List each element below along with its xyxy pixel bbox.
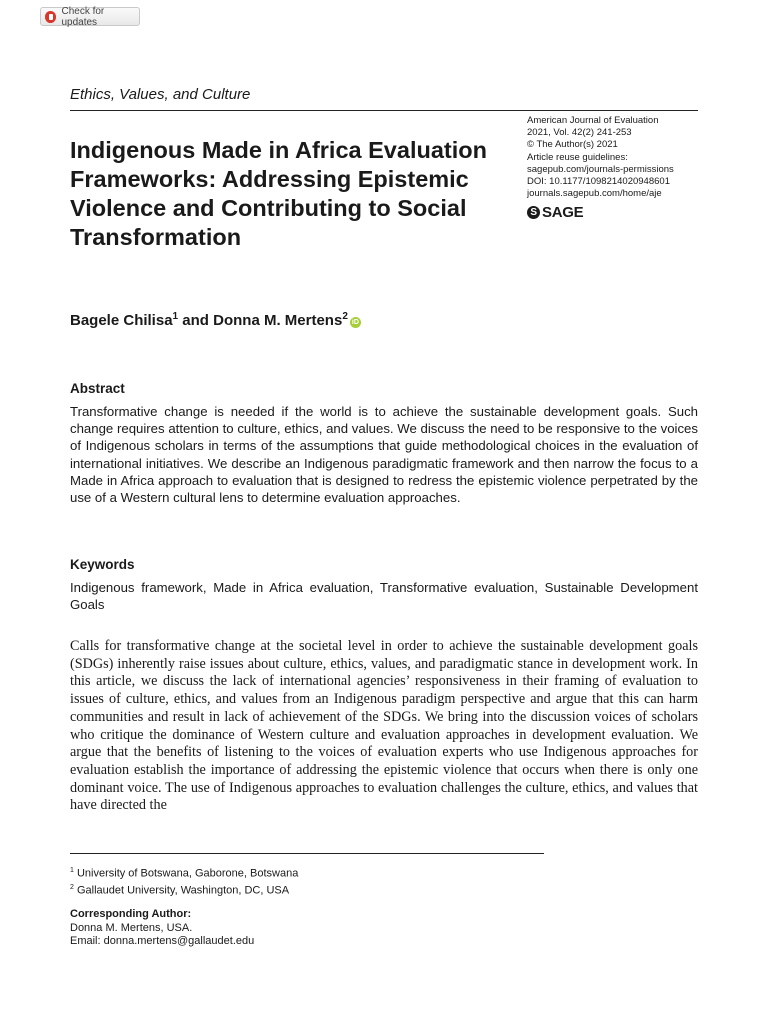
footnote-rule <box>70 853 544 854</box>
abstract-text: Transformative change is needed if the world is to achieve the sustainable development goals. Such change requires attention to culture, ethics, and values. We discuss the need to be responsive to the voices of Indigenous scholars in terms of the assumptions that guide methodological choices in the evaluation of international initiatives. We describe an Indigenous paradigmatic framework and then narrow the focus to a Made in Africa approach to evaluation that is designed to redress the epistemic violence perpetrated by the use of a Western cultural lens to determine evaluation approaches. <box>70 404 698 506</box>
journal-reuse: Article reuse guidelines: <box>527 151 628 163</box>
check-for-updates-button[interactable] <box>40 7 140 26</box>
footnote-text: Gallaudet University, Washington, DC, USA <box>76 884 290 897</box>
footnote-text: University of Botswana, Gaborone, Botswana <box>76 867 299 880</box>
footnote-number: 2 <box>70 883 74 891</box>
affiliation-marker: 2 <box>342 311 348 322</box>
doi-link[interactable]: DOI: 10.1177/1098214020948601 <box>527 176 670 188</box>
affiliation-marker: 1 <box>172 311 179 322</box>
corresponding-author <box>70 908 254 949</box>
footnote <box>70 864 298 881</box>
journal-name: American Journal of Evaluation <box>527 115 659 126</box>
author-name: Donna M. Mertens <box>213 312 343 329</box>
journal-volume: 2021, Vol. 42(2) 241-253 <box>527 127 632 139</box>
footnotes <box>70 864 298 898</box>
publisher-logo <box>527 204 583 221</box>
orcid-icon[interactable]: iD <box>351 319 359 326</box>
corresponding-name: Donna M. Mertens, USA. <box>70 921 193 934</box>
publisher-name: SAGE <box>542 204 584 221</box>
journal-homepage-link[interactable]: journals.sagepub.com/home/aje <box>527 188 662 200</box>
keywords-heading: Keywords <box>70 557 135 572</box>
sage-logo-icon: S <box>527 206 540 219</box>
footnote <box>70 881 298 898</box>
crossmark-icon <box>45 11 56 23</box>
corresponding-label: Corresponding Author: <box>70 908 192 920</box>
journal-meta <box>527 115 707 200</box>
footnote-number: 1 <box>70 867 74 874</box>
author-name: Bagele Chilisa <box>70 312 173 329</box>
journal-copyright: © The Author(s) 2021 <box>527 139 618 151</box>
section-label: Ethics, Values, and Culture <box>70 86 251 103</box>
check-for-updates-label: Check for updates <box>61 5 105 28</box>
author-list <box>70 311 361 329</box>
permissions-link[interactable]: sagepub.com/journals-permissions <box>527 163 674 175</box>
body-paragraph: Calls for transformative change at the societal level in order to achieve the sustainable development goals (SDGs) inherently raise issues about culture, ethics, values, and paradigmatic stance in development work. In this article, we discuss the lack of international agencies’ responsiveness in their framing of evaluation to issues of culture, ethics, and values from an Indigenous paradigm perspective and argue that this can harm communities and result in lack of achievement of the SDGs. We bring into the discussion voices of scholars who critique the dominance of Western culture and evaluation approaches in development evaluation. We argue that the benefits of listening to the voices of evaluation experts who use Indigenous approaches for evaluation establish the importance of addressing the epistemic violence that occurs when there is only one dominant voice. The use of Indigenous approaches to evaluation challenges the culture, ethics, and values that have directed the <box>70 638 698 814</box>
author-connector: and <box>178 312 214 329</box>
header-rule <box>70 110 698 111</box>
keywords-text: Indigenous framework, Made in Africa evaluation, Transformative evaluation, Sustainable Development Goals <box>70 580 698 613</box>
article-title: Indigenous Made in Africa Evaluation Frameworks: Addressing Epistemic Violence and Contributing to Social Transformation <box>70 137 487 250</box>
abstract-heading: Abstract <box>70 381 125 396</box>
corresponding-email[interactable]: Email: donna.mertens@gallaudet.edu <box>70 935 255 947</box>
